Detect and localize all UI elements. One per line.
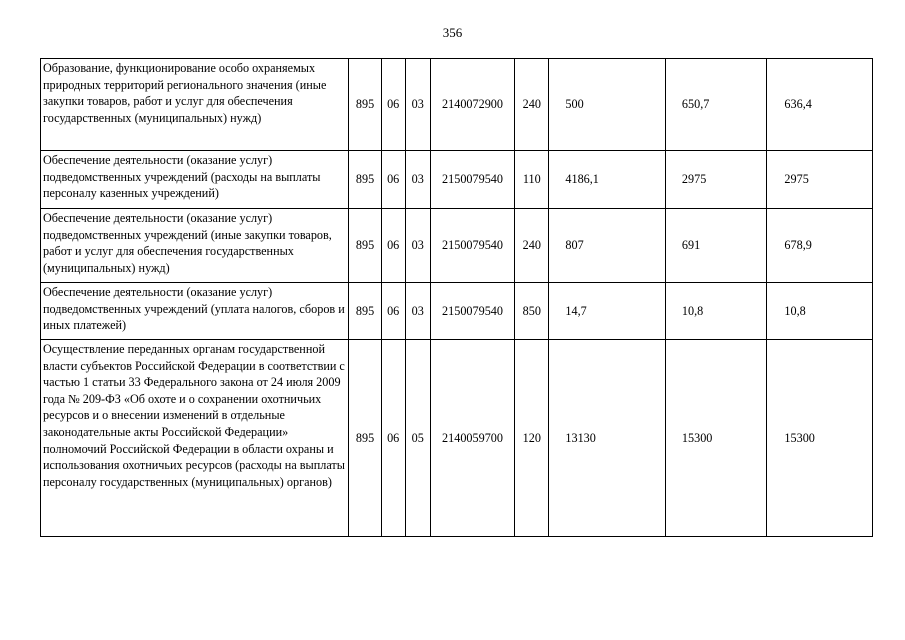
page-number: 356 (442, 25, 463, 40)
section-code: 06 (381, 340, 405, 537)
row-description: Осуществление переданных органам государственной власти субъектов Российской Федерации в соответствии с частью 1 статьи 33 Федерального закона от 24 июля 2009 года № 209-ФЗ «Об охоте и о сохранении охотничьих ресурсов и о внесении изменений в отдельные законодательные акты Российской Федерации» полномочий Российской Федерации в области охраны и использования охотничьих ресурсов (расходы на выплаты персоналу государственных (муниципальных) органов) (41, 340, 349, 537)
amount-3: 636,4 (767, 59, 873, 151)
ministry-code: 895 (349, 209, 381, 283)
section-code: 06 (381, 209, 405, 283)
amount-3: 10,8 (767, 283, 873, 340)
section-code: 06 (381, 283, 405, 340)
target-article-code: 2150079540 (430, 283, 514, 340)
expense-type-code: 110 (515, 151, 549, 209)
subsection-code: 03 (405, 209, 430, 283)
budget-table (40, 58, 873, 537)
section-code: 06 (381, 59, 405, 151)
row-description: Обеспечение деятельности (оказание услуг) подведомственных учреждений (иные закупки товаров, работ и услуг для обеспечения государственных (муниципальных) нужд) (41, 209, 349, 283)
target-article-code: 2140072900 (430, 59, 514, 151)
amount-3: 15300 (767, 340, 873, 537)
ministry-code: 895 (349, 59, 381, 151)
amount-2: 10,8 (665, 283, 766, 340)
amount-3: 678,9 (767, 209, 873, 283)
table-row (41, 283, 873, 340)
amount-1: 13130 (549, 340, 666, 537)
expense-type-code: 850 (515, 283, 549, 340)
amount-2: 650,7 (665, 59, 766, 151)
target-article-code: 2150079540 (430, 209, 514, 283)
subsection-code: 03 (405, 59, 430, 151)
table-row (41, 340, 873, 537)
expense-type-code: 240 (515, 209, 549, 283)
subsection-code: 03 (405, 151, 430, 209)
target-article-code: 2140059700 (430, 340, 514, 537)
amount-1: 807 (549, 209, 666, 283)
table-row (41, 151, 873, 209)
ministry-code: 895 (349, 340, 381, 537)
row-description: Обеспечение деятельности (оказание услуг) подведомственных учреждений (расходы на выплаты персоналу казенных учреждений) (41, 151, 349, 209)
amount-2: 15300 (665, 340, 766, 537)
subsection-code: 05 (405, 340, 430, 537)
section-code: 06 (381, 151, 405, 209)
ministry-code: 895 (349, 151, 381, 209)
ministry-code: 895 (349, 283, 381, 340)
amount-1: 14,7 (549, 283, 666, 340)
target-article-code: 2150079540 (430, 151, 514, 209)
row-description: Образование, функционирование особо охраняемых природных территорий регионального значения (иные закупки товаров, работ и услуг для обеспечения государственных (муниципальных) нужд) (41, 59, 349, 151)
expense-type-code: 240 (515, 59, 549, 151)
amount-2: 691 (665, 209, 766, 283)
row-description: Обеспечение деятельности (оказание услуг) подведомственных учреждений (уплата налогов, сборов и иных платежей) (41, 283, 349, 340)
subsection-code: 03 (405, 283, 430, 340)
amount-3: 2975 (767, 151, 873, 209)
expense-type-code: 120 (515, 340, 549, 537)
table-row (41, 59, 873, 151)
table-row (41, 209, 873, 283)
amount-1: 4186,1 (549, 151, 666, 209)
amount-1: 500 (549, 59, 666, 151)
amount-2: 2975 (665, 151, 766, 209)
